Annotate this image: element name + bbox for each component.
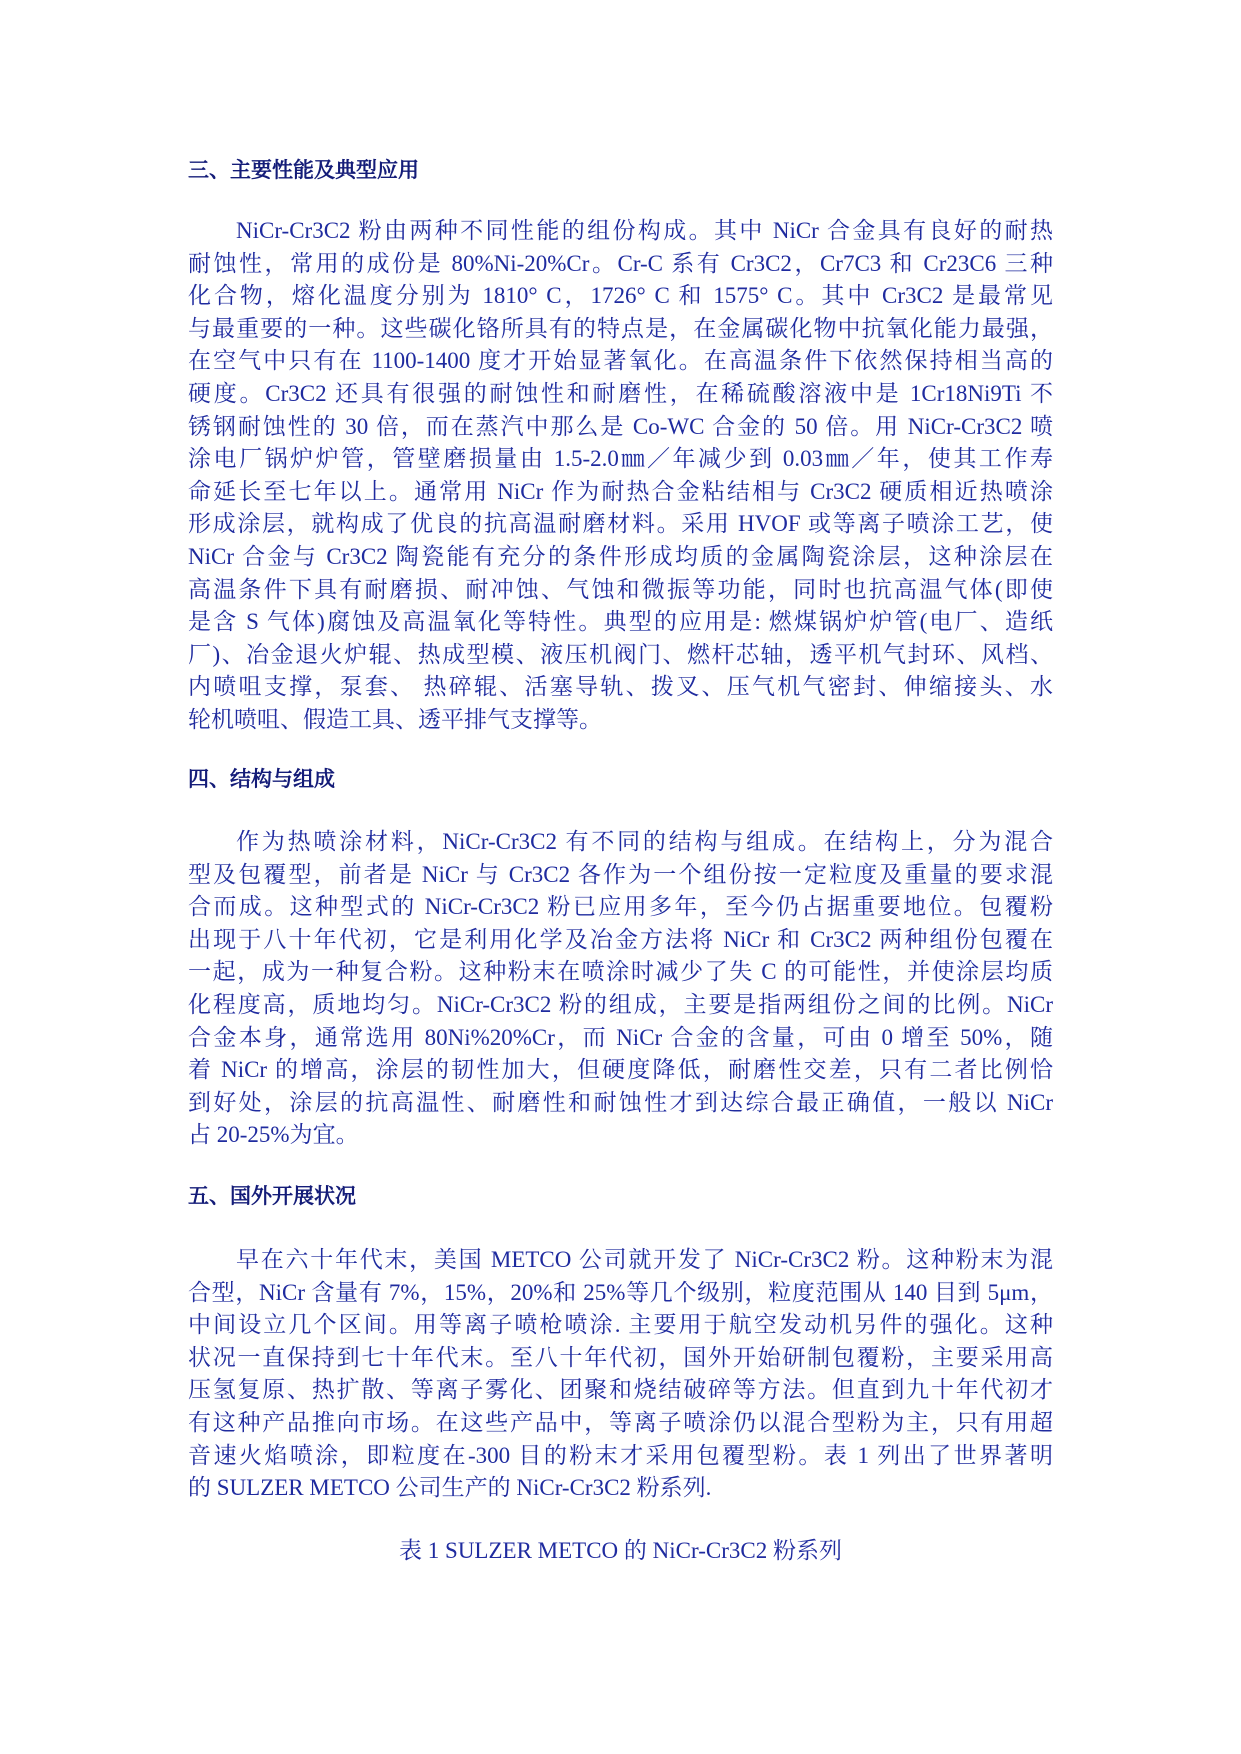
paragraph-line: 厂)、冶金退火炉辊、热成型模、液压机阀门、燃杆芯轴，透平机气封环、风档、 <box>188 641 1053 667</box>
paragraph-line: 耐蚀性，常用的成份是 80%Ni-20%Cr。Cr-C 系有 Cr3C2，Cr7C3 和 Cr23C6 三种 <box>188 250 1053 276</box>
paragraph-line: 涂电厂锅炉炉管，管壁磨损量由 1.5-2.0㎜／年减少到 0.03㎜／年，使其工作寿 <box>188 446 1053 472</box>
paragraph-line: 轮机喷咀、假造工具、透平排气支撑等。 <box>188 706 602 732</box>
paragraph-line: 型及包覆型，前者是 NiCr 与 Cr3C2 各作为一个组份按一定粒度及重量的要求混 <box>188 861 1053 887</box>
paragraph-line: 压氢复原、热扩散、等离子雾化、团聚和烧结破碎等方法。但直到九十年代初才 <box>188 1377 1053 1403</box>
paragraph-line: 是含 S 气体)腐蚀及高温氧化等特性。典型的应用是: 燃煤锅炉炉管(电厂、造纸 <box>188 609 1053 635</box>
paragraph-line: 早在六十年代末，美国 METCO 公司就开发了 NiCr-Cr3C2 粉。这种粉末为混 <box>236 1247 1053 1272</box>
paragraph-line: 一起，成为一种复合粉。这种粉末在喷涂时减少了失 C 的可能性，并使涂层均质 <box>188 959 1053 985</box>
paragraph-line: 合金本身，通常选用 80Ni%20%Cr，而 NiCr 合金的含量，可由 0 增至 50%，随 <box>188 1024 1053 1050</box>
paragraph-line: 合型，NiCr 含量有 7%，15%，20%和 25%等几个级别，粒度范围从 140 目到 5μm， <box>188 1279 1053 1305</box>
paragraph-line: 有这种产品推向市场。在这些产品中，等离子喷涂仍以混合型粉为主，只有用超 <box>188 1409 1053 1435</box>
paragraph-line: 高温条件下具有耐磨损、耐冲蚀、气蚀和微振等功能，同时也抗高温气体(即使 <box>188 576 1053 602</box>
paragraph-line: NiCr 合金与 Cr3C2 陶瓷能有充分的条件形成均质的金属陶瓷涂层，这种涂层在 <box>188 543 1053 569</box>
paragraph-line: 在空气中只有在 1100-1400 度才开始显著氧化。在高温条件下依然保持相当高的 <box>188 348 1053 374</box>
paragraph-line: 与最重要的一种。这些碳化铬所具有的特点是，在金属碳化物中抗氧化能力最强， <box>188 315 1053 341</box>
paragraph-line: 出现于八十年代初，它是利用化学及冶金方法将 NiCr 和 Cr3C2 两种组份包覆在 <box>188 926 1053 952</box>
paragraph-line: 的 SULZER METCO 公司生产的 NiCr-Cr3C2 粉系列. <box>188 1475 712 1501</box>
paragraph-line: 锈钢耐蚀性的 30 倍，而在蒸汽中那么是 Co-WC 合金的 50 倍。用 NiCr-Cr3C2 喷 <box>188 413 1053 439</box>
paragraph-line: 占 20-25%为宜。 <box>188 1122 359 1148</box>
section-heading-foreign-development: 五、国外开展状况 <box>188 1185 356 1208</box>
paragraph-line: 化程度高，质地均匀。NiCr-Cr3C2 粉的组成，主要是指两组份之间的比例。NiCr <box>188 991 1053 1017</box>
paragraph-line: 硬度。Cr3C2 还具有很强的耐蚀性和耐磨性，在稀硫酸溶液中是 1Cr18Ni9Ti 不 <box>188 380 1053 406</box>
paragraph-foreign-development <box>188 1244 1053 1505</box>
paragraph-line: 着 NiCr 的增高，涂层的韧性加大，但硬度降低，耐磨性交差，只有二者比例恰 <box>188 1057 1053 1083</box>
paragraph-line: 作为热喷涂材料，NiCr-Cr3C2 有不同的结构与组成。在结构上，分为混合 <box>236 829 1053 854</box>
paragraph-properties-applications <box>188 215 1053 737</box>
paragraph-line: 命延长至七年以上。通常用 NiCr 作为耐热合金粘结相与 Cr3C2 硬质相近热喷涂 <box>188 478 1053 504</box>
paragraph-line: 到好处，涂层的抗高温性、耐磨性和耐蚀性才到达综合最正确值，一般以 NiCr <box>188 1089 1053 1115</box>
paragraph-line: 化合物，熔化温度分别为 1810° C，1726° C 和 1575° C。其中 Cr3C2 是最常见 <box>188 283 1053 309</box>
paragraph-line: 音速火焰喷涂，即粒度在-300 目的粉末才采用包覆型粉。表 1 列出了世界著明 <box>188 1442 1053 1468</box>
section-heading-structure-composition: 四、结构与组成 <box>188 768 335 791</box>
paragraph-line: NiCr-Cr3C2 粉由两种不同性能的组份构成。其中 NiCr 合金具有良好的耐热 <box>236 218 1053 243</box>
table-caption: 表 1 SULZER METCO 的 NiCr-Cr3C2 粉系列 <box>399 1538 842 1563</box>
paragraph-structure-composition <box>188 826 1053 1152</box>
paragraph-line: 合而成。这种型式的 NiCr-Cr3C2 粉已应用多年，至今仍占据重要地位。包覆粉 <box>188 894 1053 920</box>
paragraph-line: 内喷咀支撑，泵套、 热碎辊、活塞导轨、拨叉、压气机气密封、伸缩接头、水 <box>188 674 1053 700</box>
paragraph-line: 状况一直保持到七十年代末。至八十年代初，国外开始研制包覆粉，主要采用高 <box>188 1344 1053 1370</box>
paragraph-line: 形成涂层，就构成了优良的抗高温耐磨材料。采用 HVOF 或等离子喷涂工艺，使 <box>188 511 1053 537</box>
paragraph-line: 中间设立几个区间。用等离子喷枪喷涂. 主要用于航空发动机另件的强化。这种 <box>188 1312 1053 1338</box>
section-heading-properties-applications: 三、主要性能及典型应用 <box>188 159 419 182</box>
